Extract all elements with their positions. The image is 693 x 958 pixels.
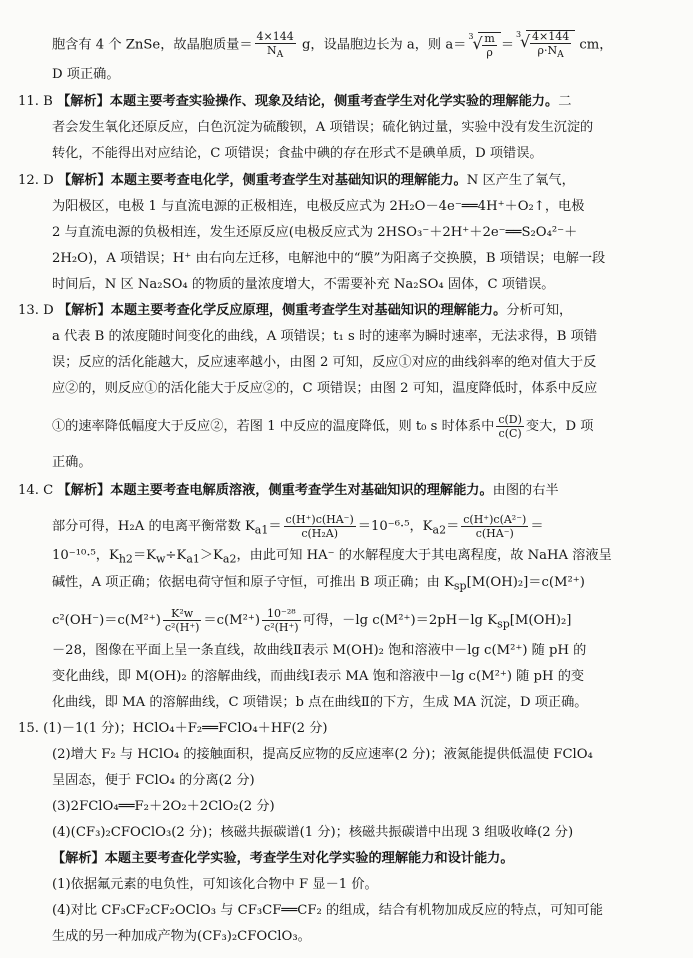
text-line	[52, 66, 120, 84]
text-line	[52, 414, 593, 439]
text-run: ①的速率降低幅度大于反应②，若图 1 中反应的温度降低，则 t₀ s 时体系中	[52, 419, 495, 434]
fraction	[163, 608, 202, 633]
fraction	[461, 514, 528, 539]
fraction	[482, 33, 496, 58]
text-line	[52, 824, 573, 842]
text-line	[18, 482, 559, 500]
text-run: D 项正确。	[52, 67, 120, 82]
text-run: ＝K	[132, 548, 156, 563]
text-line	[52, 608, 571, 634]
text-run: 可得，－lg c(M²⁺)＝2pH－lg K	[302, 613, 498, 628]
subscript: a2	[222, 552, 237, 566]
text-run: 12. D	[18, 173, 58, 188]
subscript: A	[276, 48, 284, 60]
text-run: 碱性，A 项正确；依据电荷守恒和原子守恒，可推出 B 项正确；由 K	[52, 575, 454, 590]
subscript: w	[155, 552, 166, 566]
numerator: 4×144	[256, 29, 294, 43]
text-run: 时间后，N 区 Na₂SO₄ 的物质的量浓度增大，不需要补充 Na₂SO₄ 固体，C 项错误。	[52, 277, 555, 292]
text-run: 误；反应的活化能越大，反应速率越小，由图 2 可知，反应①对应的曲线斜率的绝对值大于反	[52, 355, 597, 370]
text-line	[52, 928, 311, 946]
text-line	[18, 720, 328, 738]
subscript: h2	[118, 552, 133, 566]
text-line	[52, 198, 584, 216]
text-run: 由图的右半	[492, 483, 559, 498]
text-line	[18, 93, 571, 111]
text-run: ＝c(M²⁺)	[203, 613, 261, 628]
subscript: a2	[432, 523, 447, 537]
text-run: (1)依据氟元素的电负性，可知该化合物中 F 显－1 价。	[52, 877, 378, 892]
analysis-label: 【解析】本题主要考查化学实验，考查学生对化学实验的理解能力和设计能力。	[52, 851, 514, 866]
text-run: (2)增大 F₂ 与 HClO₄ 的接触面积，提高反应物的反应速率(2 分)；液氮能提供低温使 FClO₄	[52, 747, 593, 762]
fraction	[284, 514, 356, 539]
text-line	[52, 454, 92, 472]
subscript: a1	[254, 523, 269, 537]
analysis-label: 【解析】本题主要考查电化学，侧重考查学生对基础知识的理解能力。	[57, 173, 467, 188]
text-run: 13. D	[18, 303, 58, 318]
radical	[468, 32, 500, 58]
text-line	[52, 798, 275, 816]
text-run: 者会发生氧化还原反应，白色沉淀为硫酸钡，A 项错误；硫化钠过量，实验中没有发生沉淀的	[52, 120, 594, 135]
text-line	[52, 746, 593, 764]
radical-index: 3	[468, 32, 474, 42]
text-run: 应②的，则反应①的活化能大于反应②的，C 项错误；由图 2 可知，温度降低时，体系中反应	[52, 381, 598, 396]
denominator: c(H₂A)	[301, 527, 339, 540]
text-run: 15. (1)－1(1 分)；HClO₄＋F₂══FClO₄＋HF(2 分)	[18, 721, 328, 736]
denominator: $\rho\cdot N_A$	[537, 44, 564, 61]
text-run: 二	[558, 94, 572, 109]
text-run: (4)对比 CF₃CF₂CF₂OClO₃ 与 CF₃CF══CF₂ 的组成，结合有机物加成反应的特点，可知可能	[52, 903, 603, 918]
fraction	[530, 31, 571, 60]
text-run: ＞K	[199, 548, 223, 563]
text-line	[52, 668, 584, 686]
analysis-label: 【解析】本题主要考查化学反应原理，侧重考查学生对基础知识的理解能力。	[57, 303, 507, 318]
text-run: a 代表 B 的浓度随时间变化的曲线，A 项错误；t₁ s 时的速率为瞬时速率，无法求得，B 项错	[52, 329, 598, 344]
radical-sign-icon: √	[520, 32, 531, 51]
text-line	[52, 30, 613, 60]
text-run: [M(OH)₂]＝c(M²⁺)	[466, 575, 585, 590]
subscript: A	[557, 49, 564, 61]
radical	[516, 30, 575, 60]
text-run: 2H₂O)，A 项错误；H⁺ 由右向左迁移，电解池中的“膜”为阳离子交换膜，B 项错误；电解一段	[52, 251, 606, 266]
fraction	[255, 31, 296, 60]
text-line	[52, 850, 514, 868]
text-line	[52, 574, 585, 596]
radical-index: 3	[516, 30, 522, 39]
denominator: c²(H⁺)	[164, 621, 200, 634]
numerator: K²w	[163, 608, 202, 621]
denominator: $N_A$	[267, 43, 284, 60]
text-run: 变化曲线，即 M(OH)₂ 的溶解曲线，而曲线Ⅰ表示 MA 饱和溶液中－lg c(M²⁺) 随 pH 的变	[52, 669, 585, 684]
subscript: sp	[453, 579, 467, 593]
text-line	[52, 354, 596, 372]
denominator: ρ	[486, 46, 493, 60]
fraction	[496, 414, 524, 439]
radical-sign-icon: √	[472, 34, 483, 54]
text-run: cm，	[575, 37, 613, 53]
text-line	[52, 380, 597, 398]
text-run: (3)2FClO₄══F₂＋2O₂＋2ClO₂(2 分)	[52, 799, 275, 814]
text-run: 部分可得，H₂A 的电离平衡常数 K	[52, 519, 255, 534]
text-run: －28，图像在平面上呈一条直线，故曲线Ⅱ表示 M(OH)₂ 饱和溶液中－lg c(M²⁺) 随 pH 的	[52, 643, 587, 658]
text-line	[52, 902, 603, 920]
text-run: 10⁻¹⁰·⁵，K	[52, 548, 119, 563]
text-line	[52, 250, 605, 268]
text-run: 生成的另一种加成产物为(CF₃)₂CFOClO₃。	[52, 929, 311, 944]
analysis-label: 【解析】本题主要考查实验操作、现象及结论，侧重考查学生对化学实验的理解能力。	[57, 94, 559, 109]
fraction	[262, 608, 301, 633]
text-run: ＝	[446, 519, 460, 534]
text-line	[52, 224, 577, 242]
text-line	[52, 876, 378, 894]
text-run: 2 与直流电源的负极相连，发生还原反应(电极反应式为 2HSO₃⁻＋2H⁺＋2e⁻══S₂O₄²⁻＋	[52, 225, 578, 240]
numerator: c(D)	[498, 413, 522, 426]
text-run: 正确。	[52, 455, 92, 470]
text-line	[52, 119, 593, 137]
text-run: 转化，不能得出对应结论，C 项错误；食盐中碘的存在形式不是碘单质，D 项错误。	[52, 146, 543, 161]
text-run: 变大，D 项	[525, 419, 594, 434]
text-run: 11. B	[18, 94, 58, 109]
numerator: 10⁻²⁸	[262, 608, 301, 621]
text-line	[52, 547, 612, 569]
text-run: ＝	[500, 37, 514, 53]
text-run: c²(OH⁻)＝c(M²⁺)	[52, 613, 161, 628]
numerator: c(H⁺)c(HA⁻)	[285, 513, 354, 526]
text-run: [M(OH)₂]	[509, 613, 572, 628]
numerator: m	[484, 32, 495, 46]
text-run: (4)(CF₃)₂CFOClO₃(2 分)；核磁共振碳谱(1 分)；核磁共振碳谱中出现 3 组吸收峰(2 分)	[52, 825, 574, 840]
text-run: 呈固态，便于 FClO₄ 的分离(2 分)	[52, 773, 255, 788]
subscript: sp	[497, 617, 510, 631]
numerator: c(H⁺)c(A²⁻)	[463, 513, 527, 526]
text-line	[52, 642, 586, 660]
text-line	[52, 276, 554, 294]
text-run: g，设晶胞边长为 a，则 a＝	[297, 37, 467, 53]
text-run: ＝	[530, 519, 544, 534]
text-run: ，由此可知 HA⁻ 的水解程度大于其电离程度，故 NaHA 溶液呈	[236, 548, 612, 563]
text-run: ＝	[268, 519, 282, 534]
text-line	[52, 772, 255, 790]
text-line	[52, 514, 544, 540]
text-run: 胞含有 4 个 ZnSe，故晶胞质量＝	[52, 37, 253, 53]
denominator: c(C)	[498, 427, 522, 440]
text-line	[18, 302, 572, 320]
subscript: a1	[186, 552, 200, 566]
denominator: c(HA⁻)	[475, 527, 514, 540]
text-line	[52, 328, 597, 346]
text-line	[52, 145, 543, 163]
text-line	[52, 694, 587, 712]
text-run: ÷K	[165, 548, 187, 563]
text-run: 化曲线，即 MA 的溶解曲线，C 项错误；b 点在曲线Ⅱ的下方，生成 MA 沉淀，D 项正确。	[52, 695, 588, 710]
text-run: ＝10⁻⁶·⁵，K	[357, 519, 433, 534]
text-run: 分析可知，	[506, 303, 573, 318]
numerator: 4×144	[532, 30, 570, 43]
radicand	[526, 30, 575, 60]
analysis-label: 【解析】本题主要考查电解质溶液，侧重考查学生对基础知识的理解能力。	[57, 483, 493, 498]
text-run: 14. C	[18, 483, 58, 498]
text-run: 为阳极区，电极 1 与直流电源的正极相连，电极反应式为 2H₂O－4e⁻══4H⁺＋O₂↑，电极	[52, 199, 585, 214]
denominator: c²(H⁺)	[264, 621, 299, 634]
text-line	[18, 172, 575, 190]
text-run: N 区产生了氧气，	[466, 173, 575, 188]
